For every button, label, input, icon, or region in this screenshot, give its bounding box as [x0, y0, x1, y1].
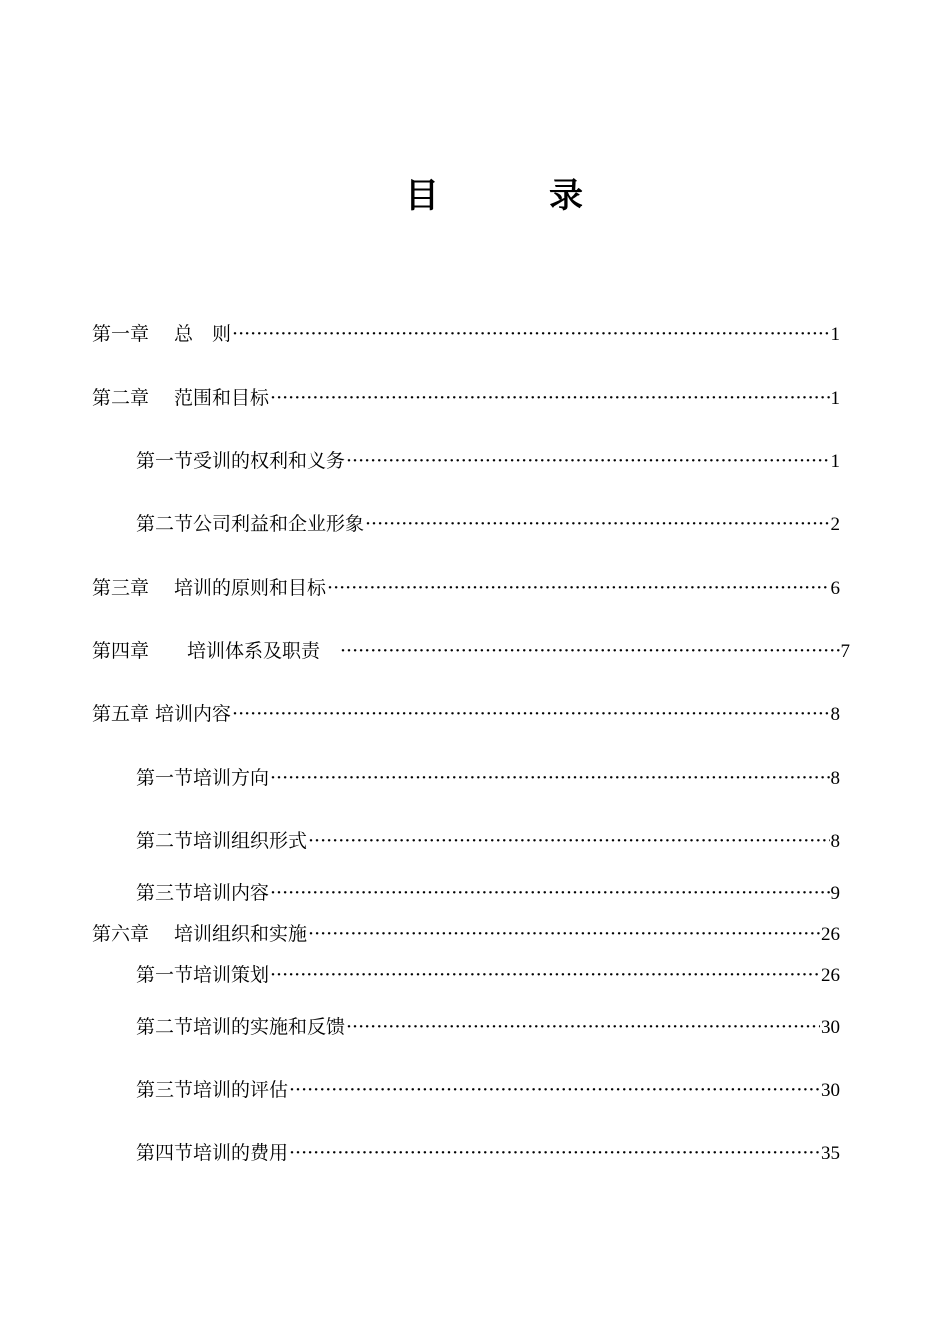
toc-leader-dots: [270, 962, 820, 988]
toc-entry-section-6-2[interactable]: [136, 1014, 840, 1041]
toc-entry-page: 8: [830, 831, 840, 852]
toc-entry-label: 第一节培训策划: [136, 964, 270, 986]
toc-entry-chapter-4[interactable]: [92, 638, 850, 665]
toc-entry-chapter-6[interactable]: [92, 921, 840, 948]
toc-entry-label: 第二节培训组织形式: [136, 830, 308, 852]
toc-entry-chapter-5[interactable]: [92, 701, 840, 728]
toc-entry-label: 第五章 培训内容: [92, 703, 232, 725]
toc-entry-chapter-2[interactable]: [92, 385, 840, 412]
toc-entry-label: 第一章 总 则: [92, 323, 232, 345]
toc-entry-page: 1: [830, 451, 840, 472]
toc-entry-page: 26: [821, 924, 840, 945]
toc-entry-page: 30: [821, 1017, 840, 1038]
toc-leader-dots: [340, 638, 839, 664]
toc-leader-dots: [289, 1140, 820, 1166]
toc-entry-label: 第三节培训内容: [136, 882, 270, 904]
toc-entry-page: 30: [821, 1080, 840, 1101]
toc-entry-label: 第四章 培训体系及职责: [92, 640, 340, 662]
toc-leader-dots: [308, 921, 820, 947]
toc-entry-section-6-4[interactable]: [136, 1140, 840, 1167]
toc-entry-section-2-2[interactable]: [136, 511, 840, 538]
toc-leader-dots: [232, 701, 829, 727]
toc-entry-page: 26: [821, 965, 840, 986]
toc-leader-dots: [327, 575, 829, 601]
toc-leader-dots: [308, 828, 829, 854]
toc-entry-page: 1: [830, 388, 840, 409]
toc-entry-section-6-1[interactable]: [136, 962, 840, 989]
toc-leader-dots: [346, 448, 829, 474]
toc-entry-label: 第三章 培训的原则和目标: [92, 577, 327, 599]
toc-leader-dots: [270, 880, 829, 906]
toc-entry-label: 第一节受训的权利和义务: [136, 450, 346, 472]
toc-leader-dots: [270, 765, 829, 791]
page-title: 目 录: [405, 176, 621, 216]
toc-entry-label: 第一节培训方向: [136, 767, 270, 789]
toc-entry-page: 8: [830, 704, 840, 725]
toc-entry-label: 第六章 培训组织和实施: [92, 923, 308, 945]
toc-leader-dots: [289, 1077, 820, 1103]
toc-entry-page: 35: [821, 1143, 840, 1164]
toc-entry-chapter-1[interactable]: [92, 321, 840, 348]
toc-entry-page: 7: [840, 641, 850, 662]
toc-entry-label: 第四节培训的费用: [136, 1142, 289, 1164]
toc-entry-label: 第二节公司利益和企业形象: [136, 513, 365, 535]
toc-leader-dots: [346, 1014, 820, 1040]
toc-entry-chapter-3[interactable]: [92, 575, 840, 602]
toc-entry-section-5-2[interactable]: [136, 828, 840, 855]
toc-entry-page: 1: [830, 324, 840, 345]
toc-leader-dots: [365, 511, 829, 537]
toc-entry-section-5-1[interactable]: [136, 765, 840, 792]
toc-entry-page: 6: [830, 578, 840, 599]
toc-entry-page: 2: [830, 514, 840, 535]
toc-leader-dots: [270, 385, 829, 411]
toc-entry-page: 9: [830, 883, 840, 904]
toc-entry-label: 第二章 范围和目标: [92, 387, 270, 409]
toc-entry-section-2-1[interactable]: [136, 448, 840, 475]
toc-entry-page: 8: [830, 768, 840, 789]
toc-leader-dots: [232, 321, 829, 347]
toc-entry-label: 第二节培训的实施和反馈: [136, 1016, 346, 1038]
toc-entry-section-5-3[interactable]: [136, 880, 840, 907]
toc-entry-section-6-3[interactable]: [136, 1077, 840, 1104]
toc-entry-label: 第三节培训的评估: [136, 1079, 289, 1101]
